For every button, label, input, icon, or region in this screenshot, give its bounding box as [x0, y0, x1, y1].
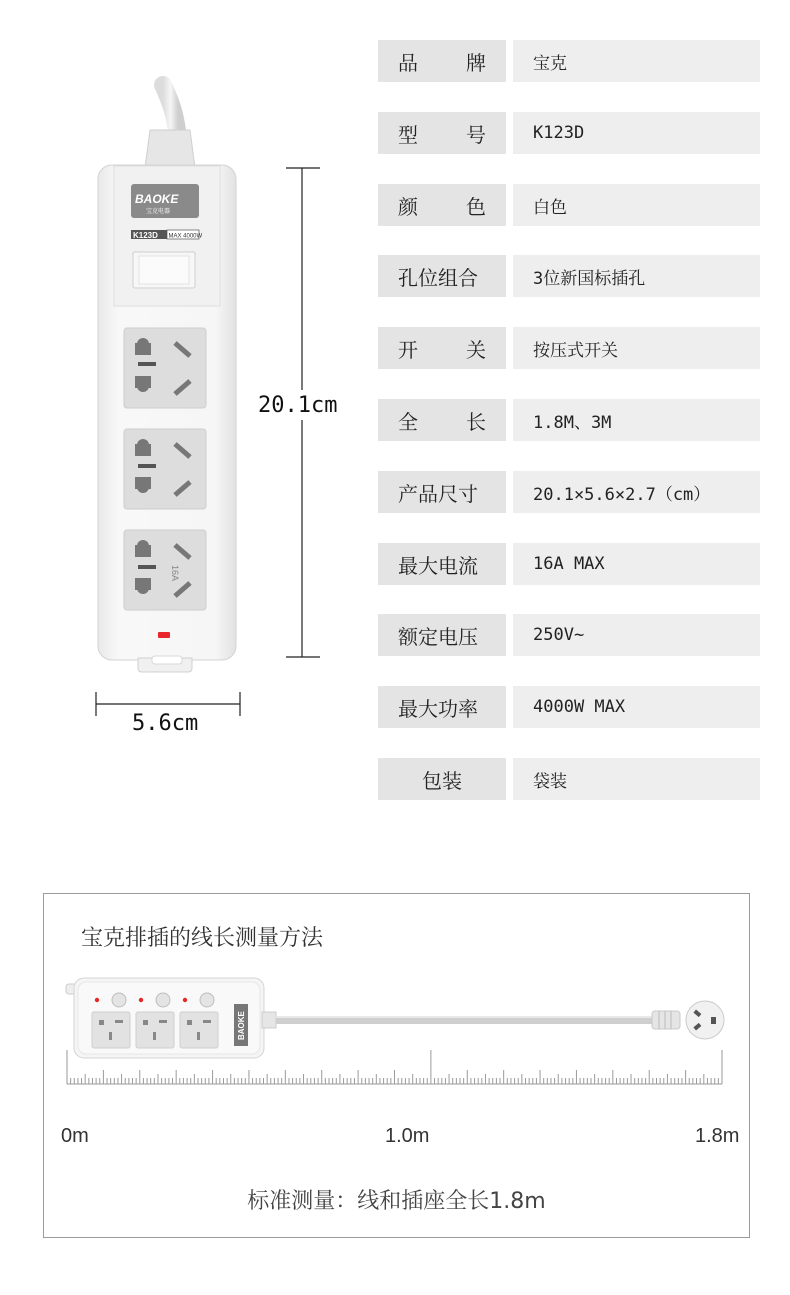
product-illustration [0, 0, 370, 760]
power-indicator-light [158, 632, 170, 638]
rating-label: MAX 4000W [168, 233, 203, 240]
spec-value: 16A MAX [513, 543, 760, 585]
spec-row [378, 614, 760, 656]
logo-text: BAOKE [135, 192, 179, 206]
spec-key-char: 牌 [466, 50, 486, 75]
spec-key-char: 号 [466, 122, 486, 147]
spec-key [378, 614, 506, 656]
indicator-dot [95, 998, 99, 1002]
cord-strain-relief [145, 130, 195, 168]
ruler-label-end: 1.8m [695, 1125, 740, 1147]
spec-key-text: 最大电流 [398, 553, 478, 578]
spec-key [378, 471, 506, 513]
spec-key [378, 758, 506, 800]
spec-row [378, 543, 760, 585]
spec-row [378, 471, 760, 513]
socket-face [136, 1012, 174, 1048]
spec-key-char: 关 [466, 337, 486, 362]
spec-key [378, 255, 506, 297]
ruler-label-start: 0m [61, 1125, 89, 1147]
power-strip-front-view [0, 0, 370, 760]
spec-key-char: 品 [398, 50, 418, 75]
spec-value: 20.1×5.6×2.7（cm） [513, 471, 760, 513]
cord-length-measure-panel [43, 893, 750, 1238]
socket-rating-label: 16A [170, 565, 180, 582]
socket-2 [124, 429, 206, 509]
spec-value: 1.8M、3M [513, 399, 760, 441]
spec-key [378, 40, 506, 82]
spec-key-text: 包装 [422, 768, 462, 793]
spec-key [378, 327, 506, 369]
spec-key-char: 颜 [398, 194, 418, 219]
spec-row [378, 112, 760, 154]
measure-title: 宝克排插的线长测量方法 [81, 926, 324, 951]
spec-key-char: 开 [398, 337, 418, 362]
spec-key-text: 孔位组合 [398, 265, 478, 290]
logo-subtext: 宝克电器 [146, 208, 171, 215]
strip-logo-text: BAOKE [237, 1011, 246, 1040]
spec-row [378, 758, 760, 800]
socket-switch [112, 993, 126, 1007]
spec-key [378, 399, 506, 441]
spec-key-char: 长 [466, 409, 486, 434]
height-dimension-label: 20.1cm [258, 393, 338, 418]
socket-3 [124, 530, 206, 610]
spec-value: 白色 [513, 184, 760, 226]
plug-icon [652, 1001, 724, 1039]
spec-row [378, 686, 760, 728]
spec-row [378, 399, 760, 441]
indicator-dot [139, 998, 143, 1002]
indicator-dot [183, 998, 187, 1002]
spec-row [378, 184, 760, 226]
spec-row [378, 255, 760, 297]
measure-caption: 标准测量：线和插座全长1.8m [247, 1189, 546, 1214]
spec-key-char: 全 [398, 409, 418, 434]
socket-1 [124, 328, 206, 408]
spec-key-text: 额定电压 [398, 624, 478, 649]
spec-key [378, 112, 506, 154]
model-label: K123D [133, 231, 158, 240]
spec-value: 250V~ [513, 614, 760, 656]
spec-key [378, 184, 506, 226]
ruler-label-mid: 1.0m [385, 1125, 430, 1147]
spec-key [378, 686, 506, 728]
spec-value: 袋装 [513, 758, 760, 800]
spec-value: 按压式开关 [513, 327, 760, 369]
spec-key-text: 产品尺寸 [398, 481, 478, 506]
spec-value: 宝克 [513, 40, 760, 82]
spec-key-text: 最大功率 [398, 696, 478, 721]
spec-value: 3位新国标插孔 [513, 255, 760, 297]
spec-key-char: 型 [398, 122, 418, 147]
socket-face [180, 1012, 218, 1048]
spec-key-char: 色 [466, 194, 486, 219]
socket-switch [156, 993, 170, 1007]
power-switch-inner [139, 256, 189, 284]
spec-value: K123D [513, 112, 760, 154]
socket-switch [200, 993, 214, 1007]
spec-row [378, 40, 760, 82]
spec-key [378, 543, 506, 585]
spec-value: 4000W MAX [513, 686, 760, 728]
socket-face [92, 1012, 130, 1048]
width-dimension-label: 5.6cm [132, 711, 199, 736]
spec-row [378, 327, 760, 369]
